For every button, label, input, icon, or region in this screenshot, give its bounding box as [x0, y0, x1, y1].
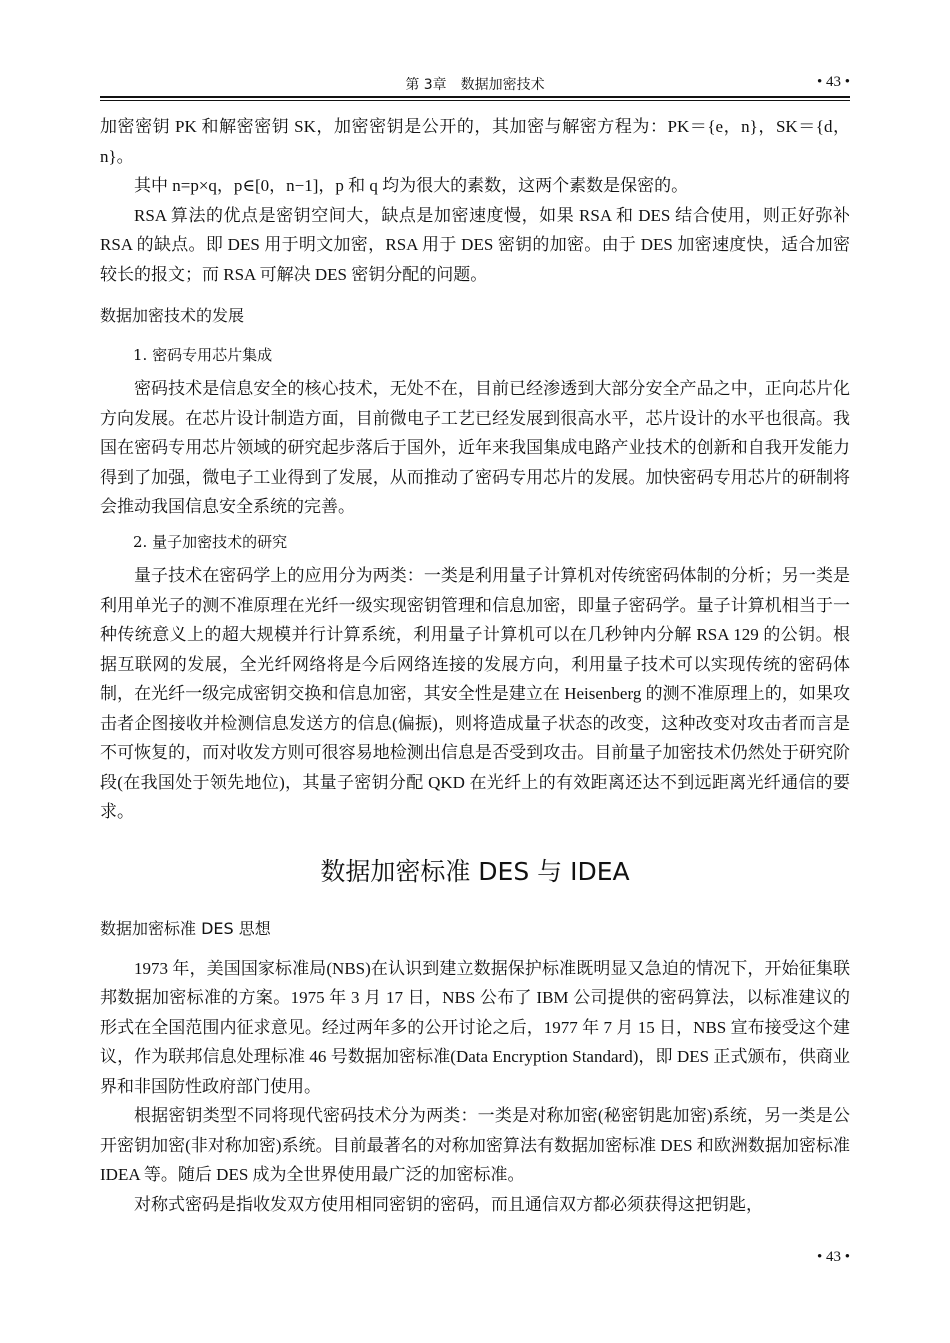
chapter-title: 第 3章 数据加密技术 [405, 77, 545, 93]
paragraph: 加密密钥 PK 和解密密钥 SK，加密密钥是公开的，其加密与解密方程为：PK＝{e，n}，SK＝{d，n}。 [100, 117, 850, 166]
body-text [100, 112, 850, 1219]
paragraph: 其中 n=p×q，p∈[0，n−1]，p 和 q 均为很大的素数，这两个素数是保密的。 [134, 176, 689, 195]
heading-encryption-development: 数据加密技术的发展 [100, 306, 245, 325]
footer-page-number: • 43 • [816, 1249, 850, 1265]
paragraph: 1973 年，美国国家标准局(NBS)在认识到建立数据保护标准既明显又急迫的情况下，开始征集联邦数据加密标准的方案。1975 年 3 月 17 日，NBS 公布了 IBM 公司提供的密码算法，以标准建议的形式在全国范围内征求意见。经过两年多的公开讨论之后，1977 年 7 月 15 日，NBS 宣布接受这个建议，作为联邦信息处理标准 46 号数据加密标准(Data Encryption Standard)，即 DES 正式颁布，供商业界和非国防性政府部门使用。 [100, 958, 850, 1096]
section-title-des-idea: 数据加密标准 DES 与 IDEA [320, 856, 630, 886]
paragraph: 根据密钥类型不同将现代密码技术分为两类：一类是对称加密(秘密钥匙加密)系统，另一类是公开密钥加密(非对称加密)系统。目前最著名的对称加密算法有数据加密标准 DES 和欧洲数据加密标准 IDEA 等。随后 DES 成为全世界使用最广泛的加密标准。 [100, 1106, 850, 1184]
header-page-number: • 43 • [816, 74, 850, 90]
paragraph: RSA 算法的优点是密钥空间大，缺点是加密速度慢，如果 RSA 和 DES 结合使用，则正好弥补 RSA 的缺点。即 DES 用于明文加密，RSA 用于 DES 密钥的加密。由于 DES 加密速度快，适合加密较长的报文；而 RSA 可解决 DES 密钥分配的问题。 [100, 205, 850, 284]
header-rule-thin [100, 100, 850, 101]
paragraph: 量子技术在密码学上的应用分为两类：一类是利用量子计算机对传统密码体制的分析；另一类是利用单光子的测不准原理在光纤一级实现密钥管理和信息加密，即量子密码学。量子计算机相当于一种传统意义上的超大规模并行计算系统，利用量子计算机可以在几秒钟内分解 RSA 129 的公钥。根据互联网的发展，全光纤网络将是今后网络连接的发展方向，利用量子技术可以实现传统的密码体制，在光纤一级完成密钥交换和信息加密，其安全性是建立在 Heisenberg 的测不准原理上的，如果攻击者企图接收并检测信息发送方的信息(偏振)，则将造成量子状态的改变，这种改变对攻击者而言是不可恢复的，而对收发方则可很容易地检测出信息是否受到攻击。目前量子加密技术仍然处于研究阶段(在我国处于领先地位)，其量子密钥分配 QKD 在光纤上的有效距离还达不到远距离光纤通信的要求。 [100, 566, 850, 821]
subheading-quantum-encryption: 2. 量子加密技术的研究 [133, 532, 288, 551]
running-header [100, 72, 850, 96]
heading-des-idea: 数据加密标准 DES 思想 [100, 919, 271, 938]
paragraph: 对称式密码是指收发双方使用相同密钥的密码，而且通信双方都必须获得这把钥匙， [134, 1194, 763, 1214]
paragraph: 密码技术是信息安全的核心技术，无处不在，目前已经渗透到大部分安全产品之中，正向芯片化方向发展。在芯片设计制造方面，目前微电子工艺已经发展到很高水平，芯片设计的水平也很高。我国在密码专用芯片领域的研究起步落后于国外，近年来我国集成电路产业技术的创新和自我开发能力得到了加强，微电子工业得到了发展，从而推动了密码专用芯片的发展。加快密码专用芯片的研制将会推动我国信息安全系统的完善。 [100, 379, 850, 516]
subheading-crypto-chip: 1. 密码专用芯片集成 [133, 345, 273, 364]
header-rule-thick [100, 96, 850, 98]
